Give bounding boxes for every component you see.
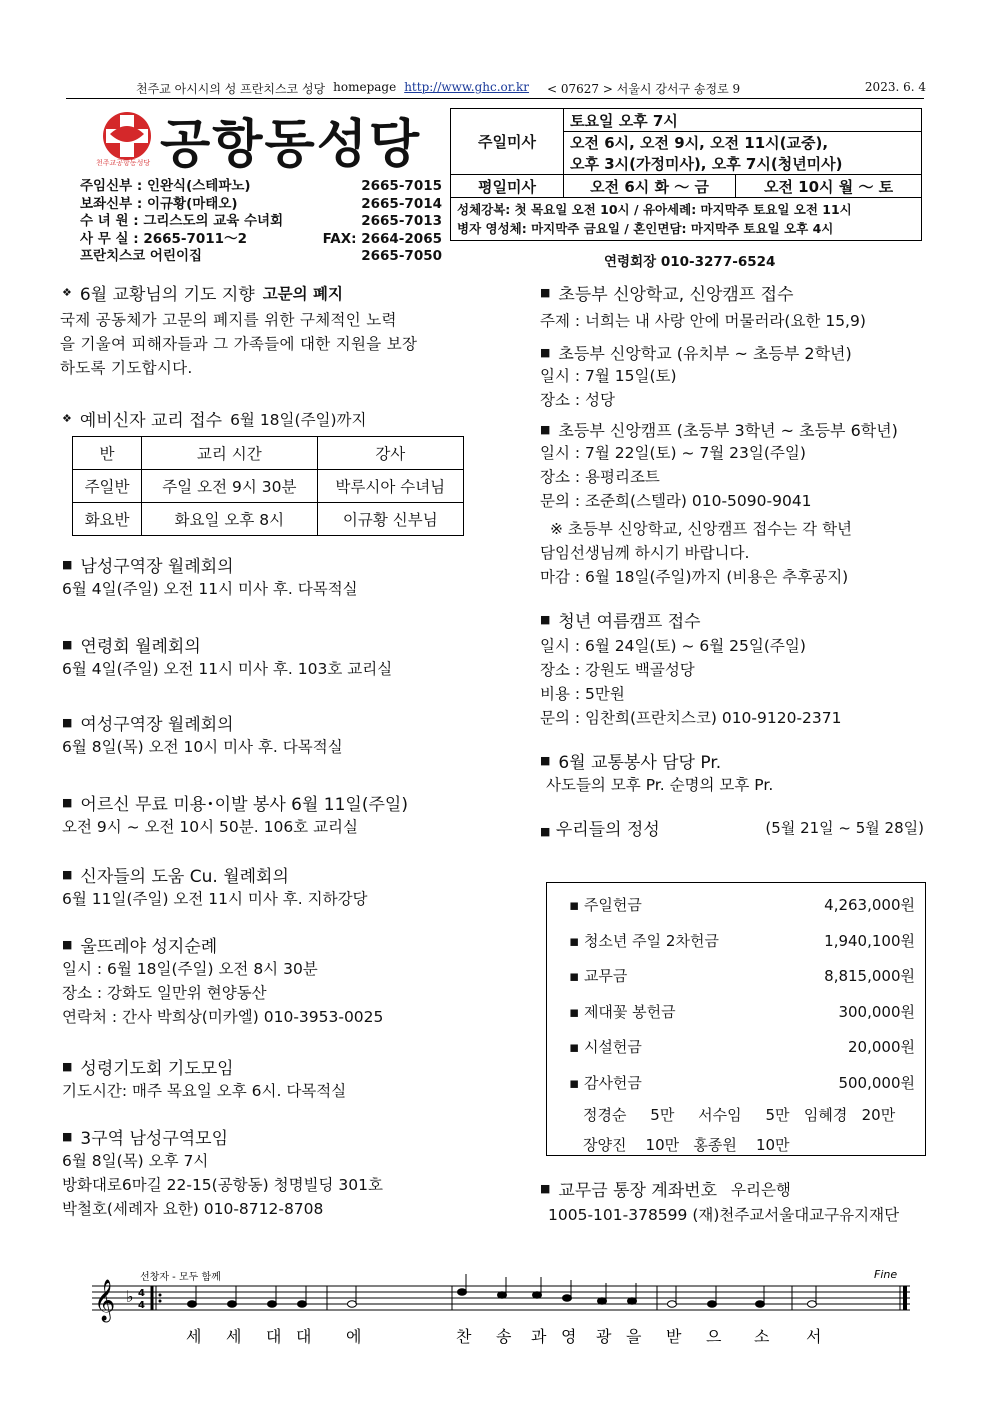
homepage-label: homepage	[333, 80, 397, 94]
logo-caption: 천주교공항동성당	[96, 159, 151, 167]
lyric-syllable: 세	[226, 1327, 242, 1346]
council-contact: 연령회장 010-3277-6524	[604, 254, 776, 270]
offering-row: ▪ 감사헌금 500,000원	[569, 1073, 915, 1092]
notice-item: ■ 여성구역장 월례회의 6월 8일(목) 오전 10시 미사 후. 다목적실	[62, 715, 343, 756]
donor-list: 정경순 5만 서수임 5만 임혜경 20만	[583, 1106, 896, 1124]
notice-item: ■ 신자들의 도움 Cu. 월례회의 6월 11일(주일) 오전 11시 미사 후. 지하강당	[62, 867, 368, 908]
lyric-syllable: 소	[754, 1327, 770, 1346]
music-header: 선창자 - 모두 함께	[140, 1272, 221, 1283]
offering-row: ▪ 청소년 주일 2차헌금 1,940,100원	[569, 931, 915, 950]
note	[268, 1301, 277, 1308]
org-name: 천주교 아시시의 성 프란치스코 성당	[136, 82, 326, 96]
prayer-heading: ❖ 6월 교황님의 기도 지향 고문의 폐지	[62, 280, 343, 305]
note	[188, 1301, 197, 1308]
camp-heading: ■ 초등부 신앙캠프 (초등부 3학년 ~ 초등부 6학년)	[540, 421, 898, 440]
staff-row: 사 무 실 : 2665-7011～2 FAX: 2664-2065	[80, 230, 442, 247]
weekday-mass-b: 오전 10시 월 ～ 토	[736, 175, 922, 198]
music-staff	[92, 1266, 912, 1346]
lyric-syllable: 찬	[456, 1327, 472, 1346]
address: < 07627 > 서울시 강서구 송정로 9	[547, 82, 741, 96]
note	[348, 1301, 357, 1308]
catechumen-table: 반 교리 시간 강사 주일반 주일 오전 9시 30분 박루시아 수녀님 화요반 화요일 오후 8시 이규황 신부님	[72, 436, 464, 536]
lyric-syllable: 서	[806, 1327, 822, 1346]
weekday-mass-label: 평일미사	[451, 175, 564, 198]
sunday-mass-line: 오전 6시, 오전 9시, 오전 11시(교중),	[564, 132, 922, 154]
notice-item: ■ 3구역 남성구역모임 6월 8일(목) 오후 7시 방화대로6마길 22-15(공항동) 청명빌딩 301호 박철호(세례자 요한) 010-8712-8708	[62, 1129, 383, 1218]
svg-text:4: 4	[138, 1288, 145, 1299]
sunday-mass-line: 토요일 오후 7시	[564, 109, 922, 132]
lyric-syllable: 으	[706, 1327, 722, 1346]
offering-row: ▪ 교무금 8,815,000원	[569, 967, 915, 986]
notice-item: ■ 어르신 무료 미용･이발 봉사 6월 11일(주일) 오전 9시 ~ 오전 10시 50분. 106호 교리실	[62, 795, 408, 836]
lyric-syllable: 송	[496, 1327, 512, 1346]
school-theme: 주제 : 너희는 내 사랑 안에 머물러라(요한 15,9)	[540, 312, 866, 330]
sunday-mass-label: 주일미사	[451, 109, 564, 175]
camp-note: ※ 초등부 신앙학교, 신앙캠프 접수는 각 학년	[550, 520, 853, 538]
sunday-mass-line: 오후 3시(가정미사), 오후 7시(청년미사)	[564, 153, 922, 175]
notice-item: ■ 울뜨레야 성지순례 일시 : 6월 18일(주일) 오전 8시 30분 장소 : 강화도 일만위 현양동산 연락처 : 간사 박희상(미카엘) 010-3953-0025	[62, 937, 384, 1026]
treble-clef-icon: 𝄞	[94, 1280, 116, 1321]
flat-sign-icon: ♭	[126, 1287, 134, 1306]
staff-row: 주임신부 : 인완식(스테파노) 2665-7015	[80, 178, 442, 194]
notice-item: ■ 성령기도회 기도모임 기도시간: 매주 목요일 오후 6시. 다목적실	[62, 1059, 347, 1100]
svg-text:4: 4	[138, 1300, 145, 1311]
note	[756, 1301, 765, 1308]
offering-heading: ■ 우리들의 정성 (5월 21일 ~ 5월 28일)	[540, 819, 924, 840]
lyric-syllable: 에	[346, 1327, 362, 1346]
header-rule	[66, 98, 924, 99]
note	[228, 1301, 237, 1308]
youth-heading: ■ 청년 여름캠프 접수	[540, 612, 701, 632]
lyric-syllable: 영	[561, 1327, 577, 1346]
lyric-syllable: 대	[266, 1327, 282, 1346]
issue-date: 2023. 6. 4	[864, 80, 926, 94]
offering-row: ▪ 제대꽃 봉헌금 300,000원	[569, 1002, 915, 1021]
note	[598, 1298, 607, 1305]
note	[298, 1301, 307, 1308]
prayer-subtitle: 고문의 폐지	[262, 284, 343, 303]
school-heading: ■ 초등부 신앙학교, 신앙캠프 접수	[540, 285, 794, 305]
offering-row: ▪ 시설헌금 20,000원	[569, 1038, 915, 1057]
offering-box	[546, 882, 926, 1156]
staff-row: 수 녀 원 : 그리스도의 교육 수녀회 2665-7013	[80, 213, 442, 230]
offering-row: ▪ 주일헌금 4,263,000원	[569, 896, 915, 915]
mass-schedule-table	[450, 108, 922, 241]
weekday-mass-a: 오전 6시 화 ～ 금	[564, 175, 736, 198]
note	[458, 1289, 467, 1296]
diamond-bullet-icon: ❖	[62, 286, 72, 299]
lyric-syllable: 받	[666, 1327, 682, 1346]
note	[668, 1301, 677, 1308]
staff-list	[80, 178, 442, 266]
note	[708, 1301, 717, 1308]
staff-row: 프란치스코 어린이집 2665-7050	[80, 248, 442, 265]
note	[808, 1301, 817, 1308]
note	[498, 1292, 507, 1299]
page-title: 공항동성당	[160, 115, 422, 175]
diamond-bullet-icon: ❖	[62, 412, 72, 425]
notice-item: ■ 연령회 월례회의 6월 4일(주일) 오전 11시 미사 후. 103호 교리실	[62, 637, 393, 678]
header-line	[66, 80, 926, 97]
lyric-syllable: 과	[531, 1327, 547, 1346]
lyric-syllable: 대	[296, 1327, 312, 1346]
school1-heading: ■ 초등부 신앙학교 (유치부 ~ 초등부 2학년)	[540, 344, 852, 363]
right-column: ■ 초등부 신앙학교, 신앙캠프 접수 주제 : 너희는 내 사랑 안에 머물러라(요한 15,9) ■ 초등부 신앙학교 (유치부 ~ 초등부 2학년) 일시 : 7월 15일(토) 장소 : 성당 ■ 초등부 신앙캠프 (초등부 3학년 ~ 초등부 6학년) 일시 : 7월 22일(토) ~ 7월 23일(주일) 장소 : 용평리조트 문의 : 조준희(스텔라) 010-5090-9041 ※ 초등부 신앙학교, 신앙캠프 접수는 각 학년 담임선생님께 하시기 바랍니다. 마감 : 6월 18일(주일)까지 (비용은 추후공지) ■ 청년 여름캠프 접수 일시 : 6월 24일(토) ~ 6월 25일(주일) 장소 : 강원도 백골성당 비용 : 5만원 문의 : 임찬희(프란치스코) 010-9120-2371 ■ 6월 교통봉사 담당 Pr. 사도들의 모후 Pr. 순명의 모후 Pr. ■ 우리들의 정성 (5월 21일 ~ 5월 28일)	[540, 280, 950, 840]
note	[563, 1295, 572, 1302]
staff-row: 보좌신부 : 이규황(마태오) 2665-7014	[80, 195, 442, 212]
account-section: ■ 교무금 통장 계좌번호 우리은행 1005-101-378599 (재)천주교서울대교구유지재단	[540, 1180, 900, 1224]
lyrics	[186, 1327, 821, 1346]
prayer-body: 국제 공동체가 고문의 폐지를 위한 구체적인 노력 을 기울여 피해자들과 그 가족들에 대한 지원을 보장 하도록 기도합시다.	[60, 311, 418, 377]
sacrament-notes: 성체강복: 첫 목요일 오전 10시 / 유아세례: 마지막주 토요일 오전 11시 병자 영성체: 마지막주 금요일 / 혼인면담: 마지막주 토요일 오후 4시	[451, 198, 922, 241]
catechumen-heading: ❖ 예비신자 교리 접수 6월 18일(주일)까지	[62, 410, 367, 431]
lyric-syllable: 세	[186, 1327, 202, 1346]
homepage-link[interactable]: http://www.ghc.or.kr	[404, 80, 530, 94]
lyric-syllable: 광	[596, 1327, 612, 1346]
donor-list: 장양진 10만 홍종원 10만	[583, 1136, 790, 1154]
note	[628, 1298, 637, 1305]
lyric-syllable: 을	[626, 1327, 642, 1346]
fine-mark: Fine	[874, 1268, 898, 1281]
notice-item: ■ 남성구역장 월례회의 6월 4일(주일) 오전 11시 미사 후. 다목적실	[62, 557, 358, 598]
note	[533, 1292, 542, 1299]
traffic-heading: ■ 6월 교통봉사 담당 Pr.	[540, 753, 722, 773]
